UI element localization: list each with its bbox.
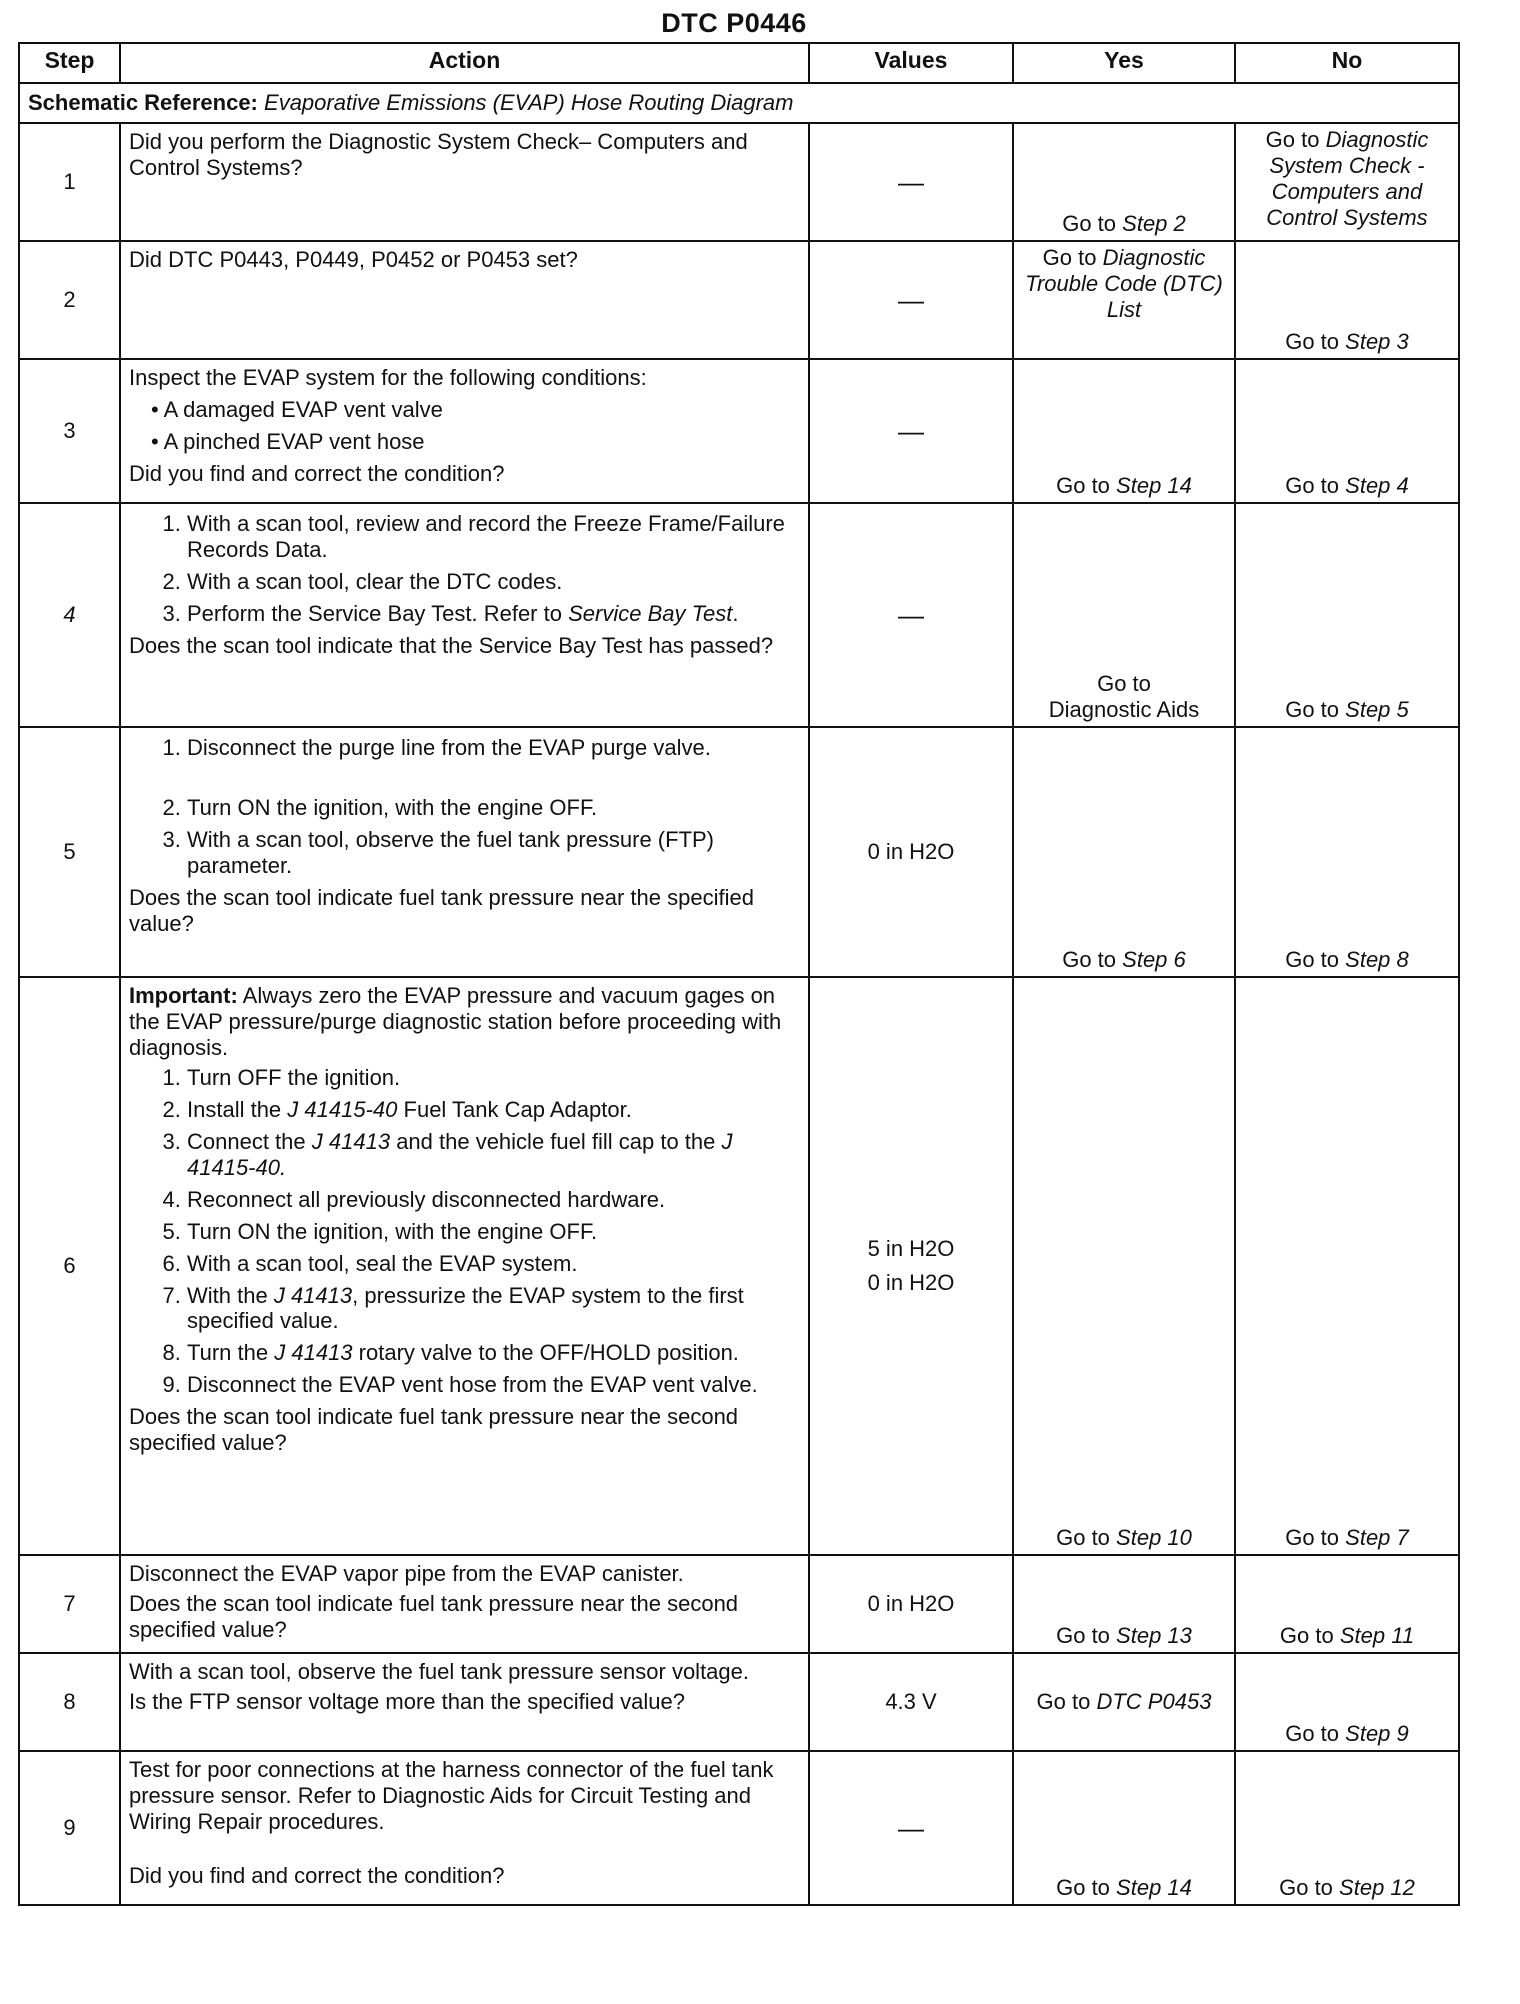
goto-text: Go to [1285,473,1340,499]
yes-cell[interactable] [1013,1751,1235,1905]
list-item: 6. With a scan tool, seal the EVAP system. [187,1251,800,1277]
action-cell [120,241,809,359]
yes-target[interactable]: Step 2 [1122,211,1186,237]
no-cell[interactable] [1235,241,1459,359]
bullet-text: A pinched EVAP vent hose [163,428,425,454]
goto-text: Go to [1056,1875,1110,1901]
no-target[interactable]: Step 8 [1345,947,1409,973]
yes-cell[interactable] [1013,503,1235,727]
action-text: Test for poor connections at the harness connector of the fuel tank pressure sensor. Refer to Diagnostic Aids for Circuit Testing and Wiring Repair procedures. [129,1757,774,1834]
list-item: 9. Disconnect the EVAP vent hose from the EVAP vent valve. [187,1372,800,1398]
list-item: 1. Turn OFF the ignition. [187,1065,800,1091]
list-item: 2. With a scan tool, clear the DTC codes. [187,569,800,595]
yes-cell[interactable] [1013,359,1235,503]
yes-target[interactable]: Step 6 [1122,947,1186,973]
goto-text: Go to [1279,1875,1333,1901]
goto-text: Go to [1285,947,1340,973]
goto-text: Go to [1056,473,1110,499]
no-target[interactable]: Diagnostic System Check - Computers and Control Systems [1266,127,1429,230]
goto-text: Go to [1285,329,1340,355]
tool-ref: J 41415-40. [187,1128,733,1180]
yes-target[interactable]: Step 14 [1116,1875,1192,1901]
no-cell[interactable] [1235,727,1459,977]
goto-text: Go to [1285,1721,1340,1747]
values-cell: 0 in H2O [809,1555,1013,1653]
no-target[interactable]: Step 9 [1345,1721,1409,1747]
table-row [19,503,1459,727]
no-value: — [898,166,924,197]
header-yes: Yes [1013,43,1235,83]
list-item: 3. Perform the Service Bay Test. Refer to Service Bay Test. [187,601,800,627]
tool-ref: J 41413 [311,1128,391,1154]
schematic-link[interactable]: Evaporative Emissions (EVAP) Hose Routing Diagram [264,90,794,116]
step-number: 8 [19,1653,120,1751]
yes-target[interactable]: Diagnostic Trouble Code (DTC) List [1025,245,1223,322]
table-row [19,123,1459,241]
goto-text: Go to [1036,1689,1091,1715]
tool-ref: J 41413 [274,1340,353,1366]
step-label: 4 [63,602,76,628]
no-cell[interactable] [1235,977,1459,1555]
yes-target[interactable]: Step 10 [1116,1525,1192,1551]
list-item [187,1129,800,1181]
no-target[interactable]: Step 4 [1345,473,1409,499]
list-item: 1. Disconnect the purge line from the EVAP purge valve. [187,735,800,761]
no-target[interactable]: Step 11 [1339,1623,1415,1649]
diagnostic-table [18,42,1460,1906]
yes-cell[interactable] [1013,977,1235,1555]
question-text: Does the scan tool indicate fuel tank pressure near the second specified value? [129,1590,739,1642]
header-no: No [1235,43,1459,83]
list-item [187,1340,800,1366]
goto-text: Go to [1062,947,1117,973]
yes-target[interactable]: Step 13 [1116,1623,1192,1649]
no-value: — [898,1812,924,1843]
values-cell [809,1751,1013,1905]
list-item: 1. With a scan tool, review and record the Freeze Frame/Failure Records Data. [187,511,800,563]
bullet-item: • A pinched EVAP vent hose [151,428,425,454]
table-row [19,1653,1459,1751]
item-text: Connect the [187,1128,306,1154]
no-value: — [898,284,924,315]
no-cell[interactable] [1235,503,1459,727]
action-cell [120,1555,809,1653]
list-item: 5. Turn ON the ignition, with the engine OFF. [187,1219,800,1245]
header-values: Values [809,43,1013,83]
tool-ref: J 41413 [273,1282,353,1308]
values-cell [809,241,1013,359]
table-row [19,977,1459,1555]
question-text: Did you find and correct the condition? [129,460,505,486]
question-text: Does the scan tool indicate that the Service Bay Test has passed? [129,632,774,658]
no-target[interactable]: Step 3 [1345,329,1409,355]
action-cell [120,1653,809,1751]
step-list [129,1065,800,1398]
goto-text: Go to [1042,245,1097,270]
step-list [129,511,800,627]
step-number: 2 [19,241,120,359]
goto-text: Go to [1062,211,1117,237]
step-number [19,503,120,727]
list-item [187,1283,800,1335]
item-text: With the [187,1282,268,1308]
step-number: 5 [19,727,120,977]
goto-text: Go to [1265,127,1320,152]
header-row [19,43,1459,83]
yes-target[interactable]: DTC P0453 [1096,1689,1212,1715]
values-cell: 0 in H2O [809,727,1013,977]
yes-cell[interactable] [1013,1653,1235,1751]
action-cell [120,977,809,1555]
item-text: rotary valve to the OFF/HOLD position. [358,1340,739,1366]
goto-text: Go to [1279,1623,1334,1649]
item-text: Turn the [187,1340,269,1366]
action-text: Inspect the EVAP system for the following conditions: [129,365,647,390]
step-number: 1 [19,123,120,241]
no-value: — [898,415,924,446]
no-cell[interactable] [1235,1653,1459,1751]
step-list [129,735,800,879]
item-text: and the vehicle fuel fill cap to the [396,1128,716,1154]
goto-text: Go to [1285,697,1340,723]
table-row [19,727,1459,977]
page-title: DTC P0446 [661,8,807,38]
action-text: Disconnect the EVAP vapor pipe from the EVAP canister. [129,1561,684,1586]
table-row [19,359,1459,503]
important-note [129,983,800,1061]
action-text: Did DTC P0443, P0449, P0452 or P0453 set? [129,247,578,272]
header-step: Step [19,43,120,83]
no-cell[interactable] [1235,123,1459,241]
yes-cell[interactable] [1013,123,1235,241]
value-second: 0 in H2O [867,1270,955,1295]
list-item: 2. Turn ON the ignition, with the engine OFF. [187,795,800,821]
item-text: , pressurize the EVAP system to the first specified value. [187,1282,744,1334]
action-cell [120,1751,809,1905]
important-text: Always zero the EVAP pressure and vacuum gages on the EVAP pressure/purge diagnostic station before proceeding with diagnosis. [129,983,782,1060]
no-target[interactable]: Step 7 [1345,1525,1409,1551]
no-value: — [898,599,924,630]
item-text: Perform the Service Bay Test. Refer to [187,600,562,626]
no-cell[interactable] [1235,1751,1459,1905]
yes-cell[interactable] [1013,241,1235,359]
no-cell[interactable] [1235,359,1459,503]
action-text: With a scan tool, observe the fuel tank pressure sensor voltage. [129,1659,749,1684]
yes-cell[interactable] [1013,727,1235,977]
no-cell[interactable] [1235,1555,1459,1653]
step-number: 6 [19,977,120,1555]
goto-text: Go to [1056,1525,1110,1551]
action-cell [120,727,809,977]
action-cell [120,503,809,727]
question-text: Is the FTP sensor voltage more than the specified value? [129,1688,686,1714]
goto-text: Go to [1056,1623,1110,1649]
yes-target[interactable]: Diagnostic Aids [1048,697,1200,723]
tool-ref: J 41415-40 [287,1096,398,1122]
important-label: Important: [129,983,238,1008]
table-row [19,1555,1459,1653]
schematic-label: Schematic Reference: [28,90,258,116]
bullet-item: • A damaged EVAP vent valve [151,396,443,422]
no-target[interactable]: Step 12 [1339,1875,1415,1901]
schematic-row [19,83,1459,123]
action-cell [120,123,809,241]
step-number: 3 [19,359,120,503]
values-cell [809,503,1013,727]
item-text: Fuel Tank Cap Adaptor. [403,1096,632,1122]
values-cell [809,123,1013,241]
value-first: 5 in H2O [867,1236,955,1262]
table-row [19,241,1459,359]
schematic-reference [19,83,1459,123]
goto-text: Go to [1097,671,1151,697]
list-item: 3. With a scan tool, observe the fuel tank pressure (FTP) parameter. [187,827,800,879]
list-item [187,1097,800,1123]
item-text: Install the [187,1096,282,1122]
yes-cell[interactable] [1013,1555,1235,1653]
action-cell [120,359,809,503]
service-bay-link[interactable]: Service Bay Test [568,600,733,626]
values-cell: 4.3 V [809,1653,1013,1751]
question-text: Does the scan tool indicate fuel tank pressure near the specified value? [129,884,754,936]
values-cell [809,359,1013,503]
goto-text: Go to [1285,1525,1340,1551]
table-row [19,1751,1459,1905]
values-cell [809,977,1013,1555]
no-target[interactable]: Step 5 [1345,697,1409,723]
step-number: 9 [19,1751,120,1905]
header-action: Action [120,43,809,83]
step-number: 7 [19,1555,120,1653]
question-text: Does the scan tool indicate fuel tank pressure near the second specified value? [129,1404,739,1456]
action-text: Did you perform the Diagnostic System Check– Computers and Control Systems? [129,129,748,180]
list-item: 4. Reconnect all previously disconnected hardware. [187,1187,800,1213]
yes-target[interactable]: Step 14 [1116,473,1192,499]
question-text: Did you find and correct the condition? [129,1862,505,1888]
bullet-text: A damaged EVAP vent valve [163,396,443,422]
